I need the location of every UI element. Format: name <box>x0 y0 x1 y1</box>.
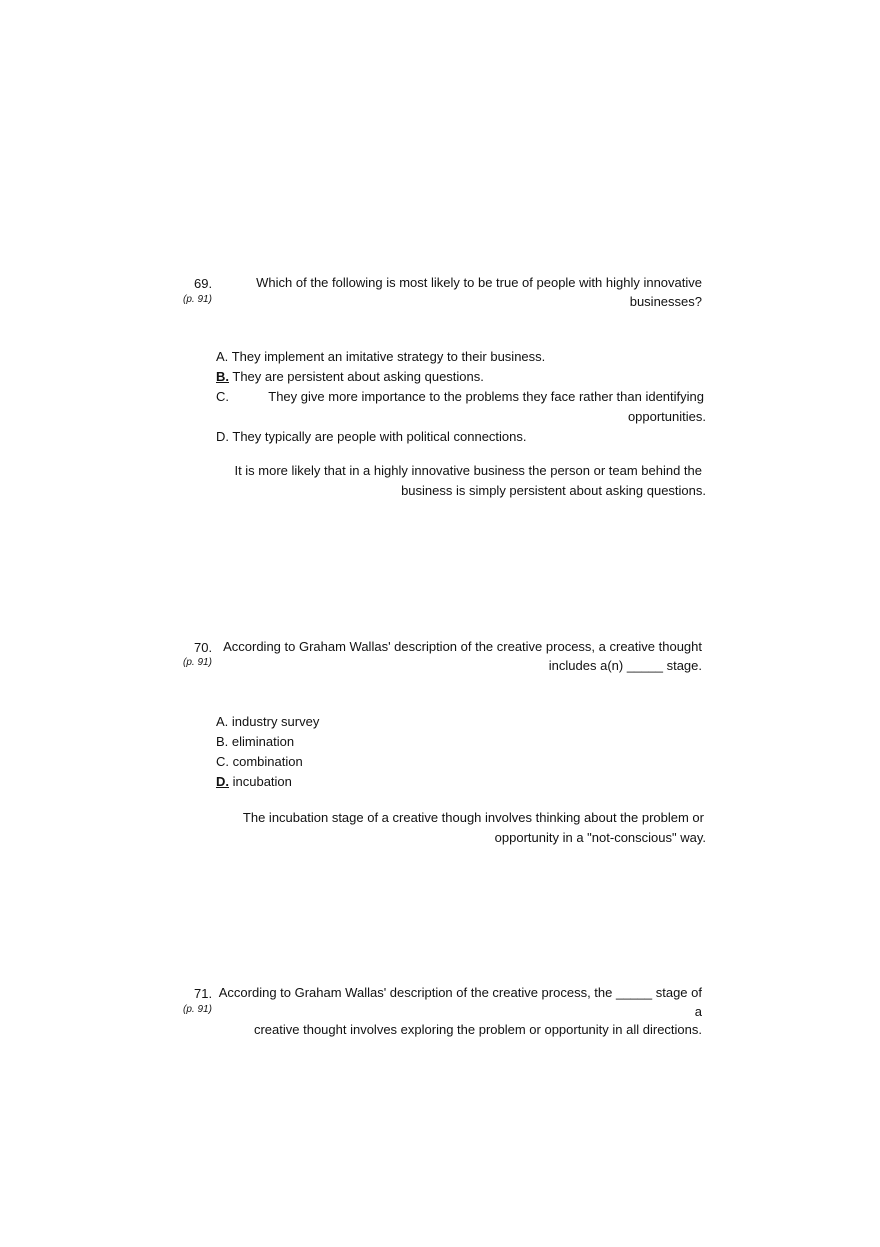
question-number: 69. <box>194 276 213 291</box>
question-number: 70. <box>194 640 213 655</box>
choice-b <box>216 732 706 752</box>
question-text-line: According to Graham Wallas' description of the creative process, a creative thought <box>223 639 702 654</box>
explanation-line: The incubation stage of a creative though involves thinking about the problem or <box>242 810 704 825</box>
question-text-line: includes a(n) _____ stage. <box>548 657 702 673</box>
question-text <box>212 984 702 1040</box>
choice-letter: D. <box>216 428 229 444</box>
choice-text-line: opportunities. <box>627 408 706 424</box>
choice-letter: C. <box>216 389 229 404</box>
choice-text: They are persistent about asking questions. <box>232 369 484 384</box>
correct-choice-letter: D. <box>216 774 229 789</box>
question-text-line: According to Graham Wallas' description of the creative process, the _____ stage of a <box>218 985 702 1019</box>
answer-explanation <box>226 461 706 500</box>
choice-text: industry survey <box>231 714 320 729</box>
question-number: 71. <box>194 986 213 1001</box>
choice-letter: C. <box>216 754 229 769</box>
explanation-line: opportunity in a "not-conscious" way. <box>494 829 706 845</box>
explanation-line: It is more likely that in a highly innovative business the person or team behind the <box>234 463 702 478</box>
choice-a <box>216 712 706 732</box>
choice-a <box>216 347 706 367</box>
choice-text: combination <box>232 754 303 769</box>
choice-text <box>266 387 706 426</box>
choice-text: They typically are people with political connections. <box>232 428 527 444</box>
explanation-line: business is simply persistent about asking questions. <box>401 482 706 498</box>
choice-c <box>216 752 706 772</box>
choice-d <box>216 772 706 792</box>
question-text <box>222 638 702 675</box>
choice-c <box>216 387 706 426</box>
question-text-line: Which of the following is most likely to be true of people with highly innovative <box>256 275 702 290</box>
page-reference: (p. 91) <box>183 1004 212 1015</box>
choice-text: elimination <box>231 734 295 749</box>
answer-choices <box>216 712 706 792</box>
choice-b <box>216 367 706 387</box>
choice-text: incubation <box>232 774 292 789</box>
page-reference: (p. 91) <box>183 657 212 668</box>
choice-letter: A. <box>216 714 229 729</box>
answer-explanation <box>226 808 706 847</box>
answer-choices <box>216 347 706 447</box>
choice-letter: A. <box>216 349 229 364</box>
choice-text: They implement an imitative strategy to their business. <box>231 349 546 364</box>
correct-choice-letter: B. <box>216 369 229 384</box>
question-text-line: creative thought involves exploring the problem or opportunity in all directions. <box>253 1022 702 1037</box>
question-text <box>232 274 702 311</box>
choice-d <box>216 427 706 447</box>
choice-text-line: They give more importance to the problems they face rather than identifying <box>268 389 704 404</box>
page-reference: (p. 91) <box>183 294 212 305</box>
question-text-line: businesses? <box>629 293 702 309</box>
choice-letter: B. <box>216 734 229 749</box>
